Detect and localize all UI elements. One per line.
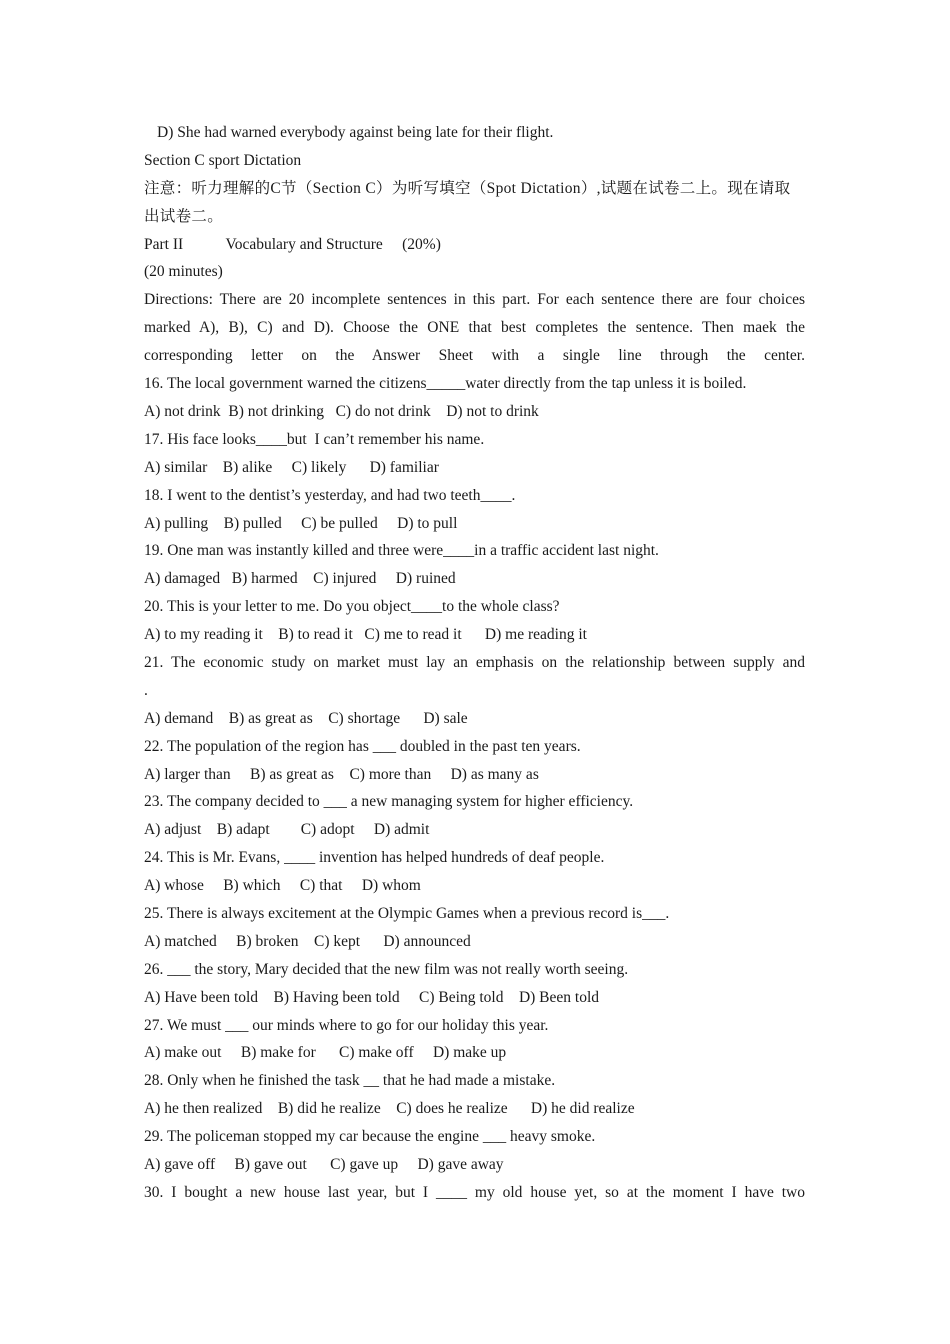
question-17: 17. His face looks____but I can’t remember his name. xyxy=(144,430,485,448)
question-18: 18. I went to the dentist’s yesterday, and had two teeth____. xyxy=(144,486,516,504)
question-22: 22. The population of the region has ___ doubled in the past ten years. xyxy=(144,737,581,755)
question-30: 30. I bought a new house last year, but I ____ my old house yet, so at the moment I have two xyxy=(144,1183,805,1201)
options-24: A) whose B) which C) that D) whom xyxy=(144,877,421,895)
question-24: 24. This is Mr. Evans, ____ invention has helped hundreds of deaf people. xyxy=(144,849,605,867)
options-21: A) demand B) as great as C) shortage D) sale xyxy=(144,709,468,727)
option-line: D) She had warned everybody against being late for their flight. xyxy=(157,124,554,141)
question-16: 16. The local government warned the citizens_____water directly from the tap unless it is boiled. xyxy=(144,375,747,393)
directions-paragraph: Directions: There are 20 incomplete sentences in this part. For each sentence there are four choices marked A), B), C) and D). Choose the ONE that best completes the sentence. Then maek the corresponding letter on the Answer Sheet with a single line through the center. xyxy=(144,291,805,365)
note-paragraph: 注意：听力理解的C节（Section C）为听写填空（Spot Dictation）,试题在试卷二上。现在请取出试卷二。 xyxy=(144,179,791,225)
question-28: 28. Only when he finished the task __ that he had made a mistake. xyxy=(144,1072,556,1090)
options-23: A) adjust B) adapt C) adopt D) admit xyxy=(144,821,430,839)
question-23: 23. The company decided to ___ a new managing system for higher efficiency. xyxy=(144,793,634,811)
options-28: A) he then realized B) did he realize C) does he realize D) he did realize xyxy=(144,1100,635,1118)
options-26: A) Have been told B) Having been told C) Being told D) Been told xyxy=(144,988,600,1006)
question-26: 26. ___ the story, Mary decided that the new film was not really worth seeing. xyxy=(144,960,629,978)
question-19: 19. One man was instantly killed and three were____in a traffic accident last night. xyxy=(144,542,659,560)
question-21: 21. The economic study on market must lay an emphasis on the relationship between supply and xyxy=(144,654,805,671)
question-27: 27. We must ___ our minds where to go for our holiday this year. xyxy=(144,1016,549,1034)
question-21-continuation: . xyxy=(144,681,148,699)
options-16: A) not drink B) not drinking C) do not drink D) not to drink xyxy=(144,402,539,420)
question-20: 20. This is your letter to me. Do you object____to the whole class? xyxy=(144,598,560,616)
document-page xyxy=(144,119,805,1207)
options-29: A) gave off B) gave out C) gave up D) gave away xyxy=(144,1156,504,1174)
options-20: A) to my reading it B) to read it C) me to read it D) me reading it xyxy=(144,626,587,644)
section-heading: Section C sport Dictation xyxy=(144,151,302,169)
options-19: A) damaged B) harmed C) injured D) ruined xyxy=(144,570,456,588)
question-25: 25. There is always excitement at the Olympic Games when a previous record is___. xyxy=(144,905,670,923)
question-29: 29. The policeman stopped my car because the engine ___ heavy smoke. xyxy=(144,1128,596,1146)
options-18: A) pulling B) pulled C) be pulled D) to pull xyxy=(144,514,458,532)
options-27: A) make out B) make for C) make off D) make up xyxy=(144,1044,507,1062)
part-heading: Part II Vocabulary and Structure (20%) xyxy=(144,235,441,253)
options-25: A) matched B) broken C) kept D) announced xyxy=(144,932,471,950)
options-17: A) similar B) alike C) likely D) familiar xyxy=(144,458,439,476)
time-note: (20 minutes) xyxy=(144,263,223,281)
options-22: A) larger than B) as great as C) more than D) as many as xyxy=(144,765,539,783)
